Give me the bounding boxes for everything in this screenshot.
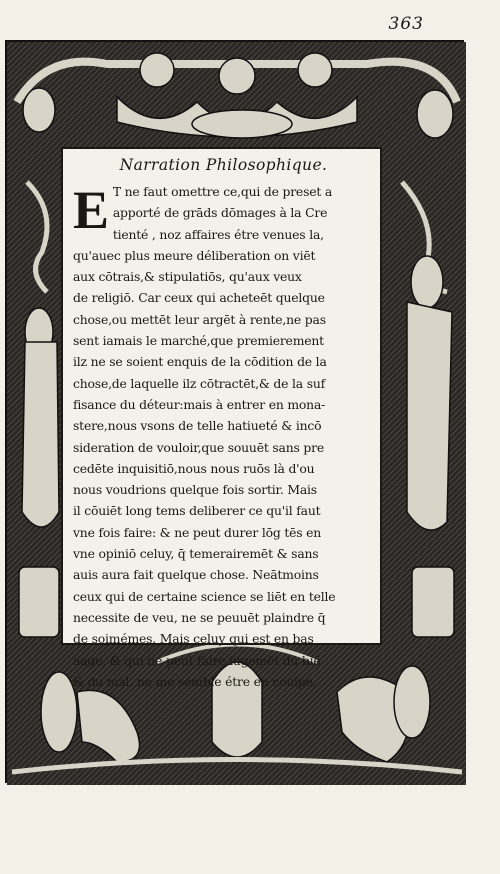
text-line: nous voudrions quelque fois sortir. Mais (73, 482, 317, 498)
page-number: 363 (388, 14, 424, 34)
text-line: cedēte inquisitiō,nous nous ruōs là d'ou (73, 460, 315, 476)
text-line: il cōuiēt long tems deliberer ce qu'il faut (73, 503, 321, 519)
text-line: sent iamais le marché,que premierement (73, 333, 324, 349)
chapter-heading: Narration Philosophique. (119, 156, 328, 174)
body-text (73, 181, 374, 692)
text-line: tienté , noz affaires étre venues la, (112, 226, 324, 242)
text-line: T ne faut omettre ce,qui de preset a (112, 184, 333, 199)
text-line: apporté de grāds dōmages à la Cre (112, 205, 328, 221)
text-line: vne opiniō celuy, q̄ temerairemēt & sans (73, 546, 319, 562)
text-line: chose,ou mettēt leur argēt à rente,ne pas (73, 311, 326, 327)
text-line: vne fois faire: & ne peut durer lōg tēs en (73, 524, 322, 540)
text-line: chose,de laquelle ilz cōtractēt,& de la suf (73, 375, 326, 391)
text-line: aage, & qui ne peut faire iugemēt du biē (73, 652, 321, 668)
text-line: aux cōtrais,& stipulatiōs, qu'aux veux (73, 269, 302, 285)
text-line: de religiō. Car ceux qui acheteēt quelque (73, 290, 325, 306)
text-line: sideration de vouloir,que souuēt sans pre (73, 439, 324, 455)
text-line: stere,nous vsons de telle hatiueté & incō (73, 418, 322, 434)
text-line: auis aura fait quelque chose. Neātmoins (73, 567, 319, 583)
text-line: fisance du déteur:mais à entrer en mona- (73, 396, 326, 412)
drop-cap: E (73, 180, 109, 240)
text-line: ceux qui de certaine science se liēt en telle (73, 588, 336, 604)
text-panel (61, 147, 382, 689)
text-line: necessite de veu, ne se peuuēt plaindre q̄ (73, 609, 326, 625)
text-line: qu'auec plus meure déliberation on viēt (73, 247, 316, 263)
text-line: ilz ne se soient enquis de la cōdition de la (73, 354, 327, 370)
text-line: de soimémes. Mais celuy qui est en bas (73, 631, 314, 647)
text-line: & du mal, ne me semble étre en coulpe, (73, 673, 317, 689)
